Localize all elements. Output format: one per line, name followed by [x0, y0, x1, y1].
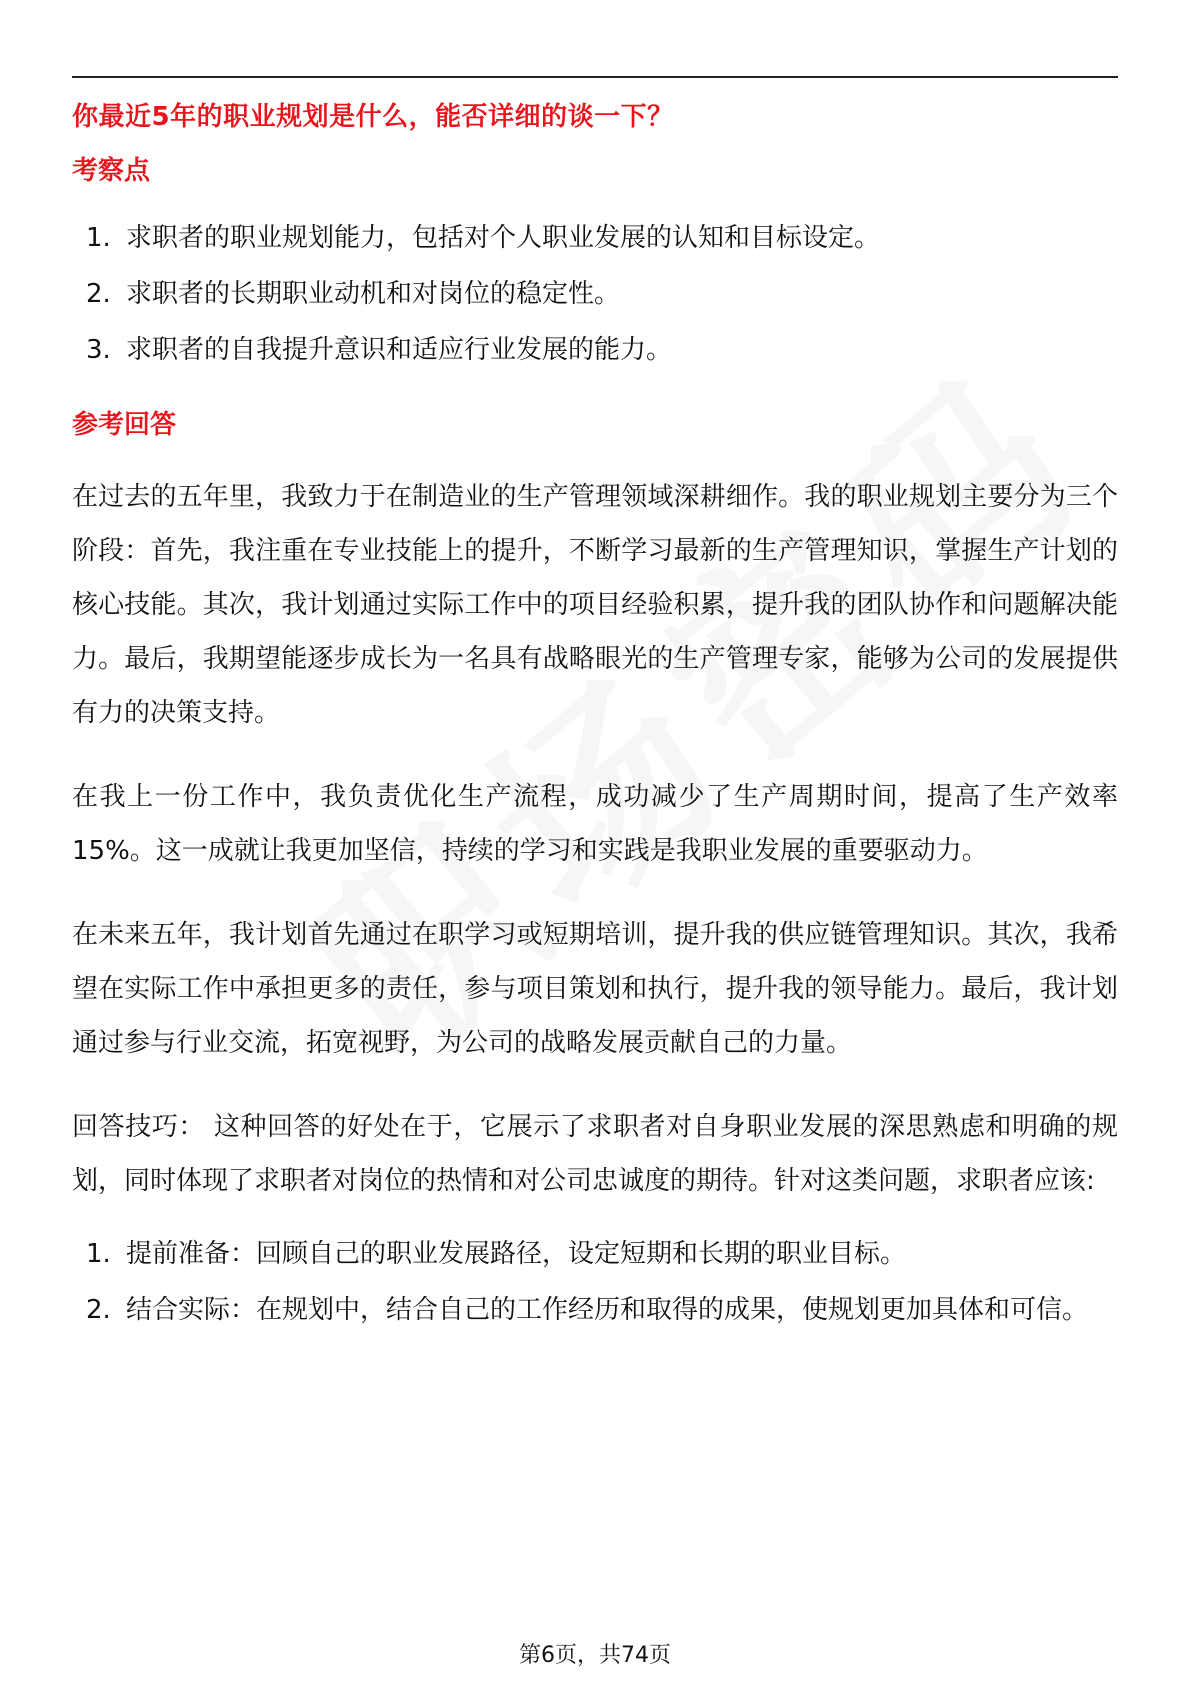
section-title-kaocha: 考察点 — [72, 156, 151, 186]
tips-list — [72, 1226, 1118, 1338]
list-item — [72, 266, 1118, 322]
list-item-number: 1. — [86, 223, 111, 253]
list-item-text: 求职者的职业规划能力，包括对个人职业发展的认知和目标设定。 — [126, 223, 881, 253]
list-item — [72, 1226, 1118, 1282]
list-item-number: 1. — [86, 1239, 111, 1269]
top-divider — [72, 76, 1118, 78]
list-item-text: 求职者的长期职业动机和对岗位的稳定性。 — [126, 279, 621, 309]
list-item-text: 求职者的自我提升意识和适应行业发展的能力。 — [126, 335, 673, 365]
list-item-number: 3. — [86, 335, 111, 365]
kaocha-list — [72, 210, 1118, 378]
page-number-footer: 第6页，共74页 — [519, 1643, 671, 1668]
question-heading: 你最近5年的职业规划是什么，能否详细的谈一下？ — [72, 102, 674, 132]
list-item-text: 提前准备：回顾自己的职业发展路径，设定短期和长期的职业目标。 — [126, 1239, 907, 1269]
section-title-cankao: 参考回答 — [72, 410, 177, 440]
list-item — [72, 210, 1118, 266]
answer-paragraph: 在未来五年，我计划首先通过在职学习或短期培训，提升我的供应链管理知识。其次，我希望在实际工作中承担更多的责任，参与项目策划和执行，提升我的领导能力。最后，我计划通过参与行业交流，拓宽视野，为公司的战略发展贡献自己的力量。 — [72, 920, 1118, 1058]
list-item-text: 结合实际：在规划中，结合自己的工作经历和取得的成果，使规划更加具体和可信。 — [126, 1295, 1089, 1325]
list-item — [72, 1282, 1118, 1338]
answer-paragraph: 在过去的五年里，我致力于在制造业的生产管理领域深耕细作。我的职业规划主要分为三个阶段：首先，我注重在专业技能上的提升，不断学习最新的生产管理知识，掌握生产计划的核心技能。其次，我计划通过实际工作中的项目经验积累，提升我的团队协作和问题解决能力。最后，我期望能逐步成长为一名具有战略眼光的生产管理专家，能够为公司的发展提供有力的决策支持。 — [72, 482, 1118, 728]
list-item — [72, 322, 1118, 378]
answer-paragraph: 在我上一份工作中，我负责优化生产流程，成功减少了生产周期时间，提高了生产效率15%。这一成就让我更加坚信，持续的学习和实践是我职业发展的重要驱动力。 — [72, 782, 1118, 866]
answer-tips-paragraph: 回答技巧： 这种回答的好处在于，它展示了求职者对自身职业发展的深思熟虑和明确的规划，同时体现了求职者对岗位的热情和对公司忠诚度的期待。针对这类问题，求职者应该: — [72, 1112, 1118, 1196]
list-item-number: 2. — [86, 1295, 111, 1325]
list-item-number: 2. — [86, 279, 111, 309]
page-content — [72, 92, 1118, 1338]
